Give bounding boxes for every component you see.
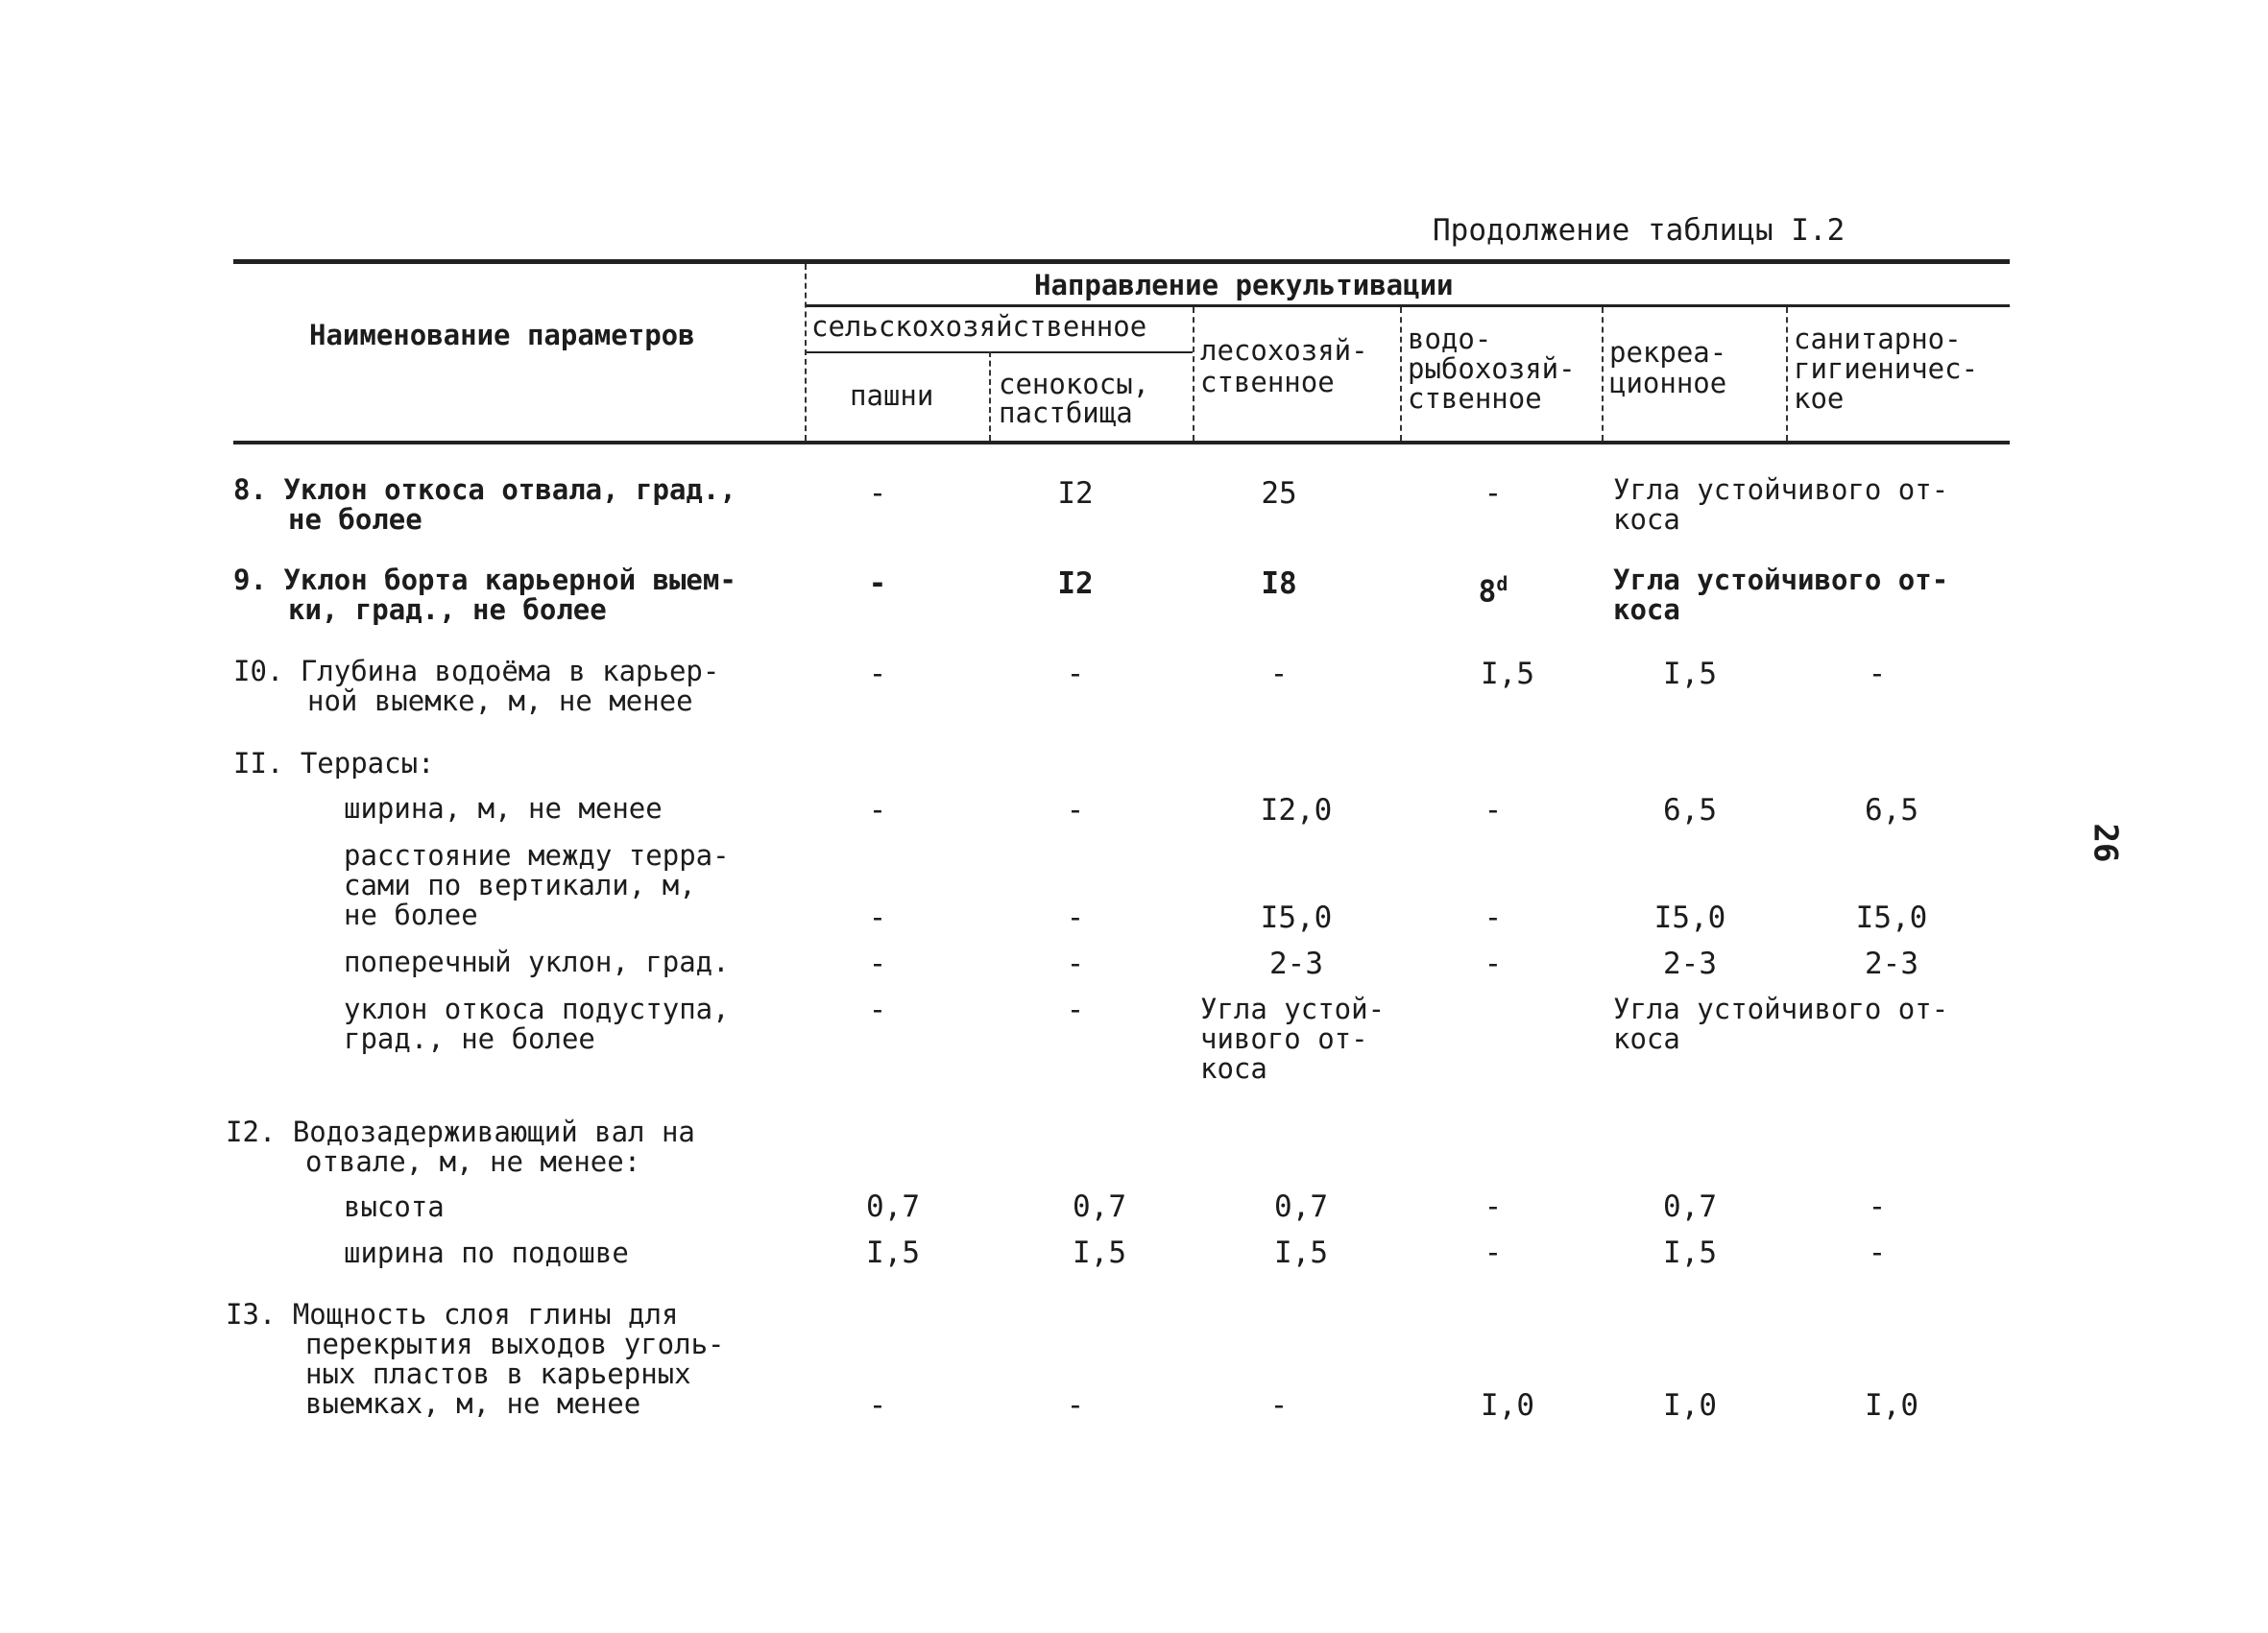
page-number: 26 [2086,823,2125,863]
merged-cell: Угла устойчивого от- [1613,564,1949,596]
agri-subheader-rule [805,351,1193,353]
row-10-label: ной выемке, м, не менее [307,684,693,717]
group-header-rule [805,304,2010,307]
cell-value: 8 [1478,574,1497,610]
cell: - [1066,1388,1085,1423]
cell: I,0 [1865,1388,1918,1423]
subslope-label: уклон откоса подуступа, [344,993,730,1025]
header-top-rule [233,259,2010,264]
cell: - [1484,947,1503,981]
cell: - [868,566,887,601]
cell: - [1868,1236,1887,1270]
cell: 0,7 [866,1189,920,1224]
cell: 25 [1261,476,1297,511]
header-divider [805,264,807,441]
cell: - [1484,1236,1503,1270]
terrace-width-label: ширина, м, не менее [344,792,663,825]
cell: I,0 [1481,1388,1534,1423]
cell: - [1484,793,1503,828]
cell: - [1269,1388,1289,1423]
cell: I,5 [1663,1236,1717,1270]
terrace-distance-label: расстояние между терра- [344,839,730,872]
sanitary-header-3: кое [1794,382,1845,415]
terrace-cross-slope-label: поперечный уклон, град. [344,946,730,978]
row-13-label: выемках, м, не менее [305,1387,641,1420]
cell: - [868,657,887,691]
cell: - [1066,993,1085,1027]
param-column-header: Наименование параметров [309,319,695,351]
cell: 2-3 [1663,947,1717,981]
cell: 0,7 [1073,1189,1126,1224]
superscript: d [1496,572,1508,595]
cell: - [1066,657,1085,691]
cell: I2,0 [1260,793,1333,828]
row-8-label: не более [288,503,422,536]
header-divider [1602,307,1604,441]
cell: I,5 [1274,1236,1328,1270]
terrace-distance-label: сами по вертикали, м, [344,869,696,901]
merged-cell: коса [1613,503,1680,536]
plowland-header: пашни [850,379,934,412]
agri-header: сельскохозяйственное [811,310,1147,343]
sanitary-header-1: санитарно- [1794,323,1962,355]
table-caption: Продолжение таблицы I.2 [1433,213,1846,248]
merged-cell: коса [1613,593,1680,626]
row-9-label: ки, град., не более [288,593,607,626]
hayfield-header: сенокосы, пастбища [999,368,1150,429]
row-13-label: I3. Мощность слоя глины для [226,1298,679,1331]
header-divider [989,351,991,441]
forestry-merged: Угла устой- [1200,993,1386,1025]
recreation-header-1: рекреа- [1609,336,1727,369]
cell [1426,568,1560,610]
cell: - [1269,657,1289,691]
cell: 6,5 [1865,793,1918,828]
cell: I,5 [1663,657,1717,691]
row-12-label: отвале, м, не менее: [305,1145,641,1178]
cell: - [1484,901,1503,935]
water-header-1: водо- [1408,323,1492,355]
merged-cell: Угла устойчивого от- [1613,473,1949,506]
cell: - [1484,1189,1503,1224]
cell: - [868,947,887,981]
cell: I,0 [1663,1388,1717,1423]
water-header-3: ственное [1408,382,1542,415]
header-divider [1786,307,1788,441]
water-header-2: рыбохозяй- [1408,352,1576,385]
group-header: Направление рекультивации [1034,269,1454,301]
cell: - [1868,1189,1887,1224]
forestry-merged: коса [1200,1052,1267,1085]
cell: I2 [1057,566,1094,601]
cell: I2 [1057,476,1094,511]
cell: I,5 [1481,657,1534,691]
cell: - [1066,793,1085,828]
header-divider [1193,307,1194,441]
cell: - [1066,947,1085,981]
sanitary-header-2: гигиеничес- [1794,352,1979,385]
cell: I5,0 [1653,901,1726,935]
recreation-header-2: ционное [1609,367,1727,399]
row-11-label: II. Террасы: [233,747,435,780]
cell: I5,0 [1260,901,1333,935]
row-12-label: I2. Водозадерживающий вал на [226,1116,695,1148]
cell: 2-3 [1269,947,1323,981]
row-9-label: 9. Уклон борта карьерной выем- [233,564,736,596]
cell: I,5 [866,1236,920,1270]
row-10-label: I0. Глубина водоёма в карьер- [233,655,720,687]
cell: - [868,901,887,935]
cell: - [868,476,887,511]
header-divider [1400,307,1402,441]
cell: - [868,993,887,1027]
row-13-label: ных пластов в карьерных [305,1357,691,1390]
cell: 2-3 [1865,947,1918,981]
cell: 0,7 [1663,1189,1717,1224]
cell: - [1484,476,1503,511]
forestry-header-2: ственное [1200,366,1335,398]
subslope-label: град., не более [344,1022,595,1055]
forestry-merged: чивого от- [1200,1022,1368,1055]
merged-cell: коса [1613,1022,1680,1055]
cell: I8 [1261,566,1297,601]
cell: I,5 [1073,1236,1126,1270]
row-8-label: 8. Уклон откоса отвала, град., [233,473,736,506]
forestry-header-1: лесохозяй- [1200,334,1368,367]
cell: I5,0 [1855,901,1928,935]
height-label: высота [344,1190,445,1223]
cell: 0,7 [1274,1189,1328,1224]
row-13-label: перекрытия выходов уголь- [305,1328,725,1360]
cell: - [1868,657,1887,691]
terrace-distance-label: не более [344,899,478,931]
cell: - [868,793,887,828]
header-bottom-rule [233,441,2010,444]
cell: - [868,1388,887,1423]
cell: - [1066,901,1085,935]
base-width-label: ширина по подошве [344,1237,629,1269]
cell: 6,5 [1663,793,1717,828]
merged-cell: Угла устойчивого от- [1613,993,1949,1025]
